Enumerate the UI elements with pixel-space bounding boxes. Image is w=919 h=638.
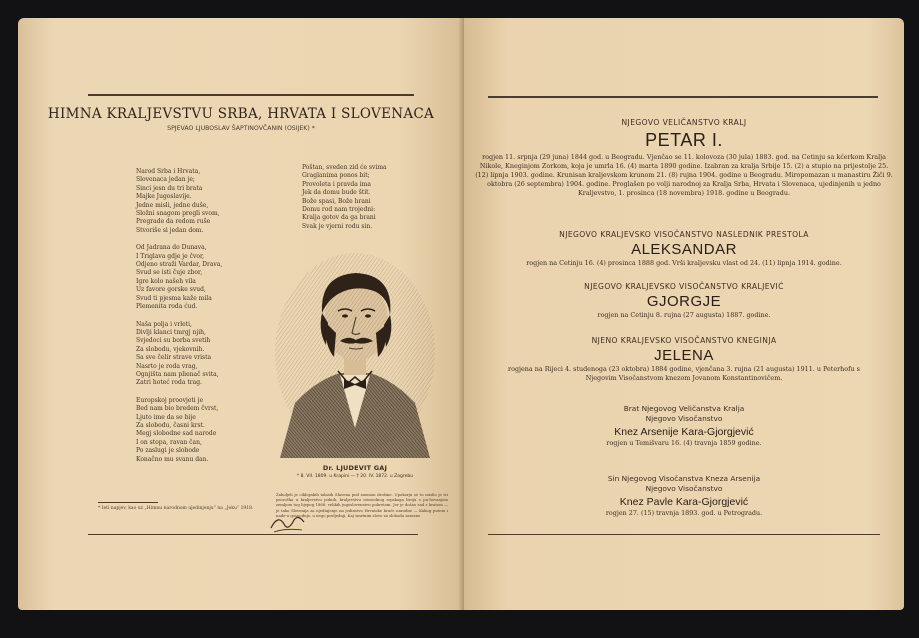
poem-line: Bože spasi, Bože hrani bbox=[302, 197, 371, 205]
portrait-dates: * 8. VII. 1809. u Krapini — † 20. IV. 1872. u Zagrebu bbox=[296, 474, 414, 479]
king-name: PETAR I. bbox=[645, 130, 723, 150]
prince-name: GJORGJE bbox=[646, 293, 722, 310]
top-rule bbox=[88, 94, 414, 96]
portrait-caption bbox=[280, 464, 430, 479]
poem-line: Naša polja i vrleti, bbox=[136, 320, 192, 328]
bottom-rule-right bbox=[488, 534, 880, 535]
poem-line: Europskoj proovjeti je bbox=[136, 396, 204, 404]
arsenije-name: Knez Arsenije Kara-Gjorgjević bbox=[614, 426, 754, 438]
king-section bbox=[464, 118, 904, 198]
poem-line: Divlji klanci tmrgj njih, bbox=[136, 328, 206, 336]
portrait-image bbox=[270, 253, 440, 458]
bottom-rule bbox=[88, 534, 418, 535]
pavle-relation: Sin Njegovog Visočanstva Kneza Arsenija bbox=[607, 474, 761, 483]
princess-biography: rogjena na Rijeci 4. studenoga (23 oktobra) 1884 godine, vjenčana 3. rujna (21 augusta) 1911. u Peterhofu s Njegovim Visočanstvom knezom Jovanom Konstantinovičem. bbox=[508, 365, 860, 382]
poem-line: Bed nam bio bredem čvrst, bbox=[136, 405, 219, 413]
poem-stanza bbox=[302, 164, 387, 231]
arsenije-section bbox=[464, 404, 904, 448]
princess-name: JELENA bbox=[654, 347, 714, 364]
prince-heading: NJEGOVO KRALJEVSKO VISOČANSTVO KRALJEVIĆ bbox=[584, 282, 784, 291]
anthem-author: SPJEVAO LJUBOSLAV ŠAPTINOVČANIN (OSIJEK) * bbox=[167, 125, 315, 132]
footnote: * Ieti napjev, kao uz „Himnu narodnom ujedinjenju“ na „Jeku“ 1918. bbox=[98, 506, 254, 511]
poem-line: Svud ti pjesma kaže mila bbox=[136, 294, 212, 302]
poem-line: Ognjišta nam plienač svita, bbox=[136, 370, 219, 378]
heir-name: ALEKSANDAR bbox=[631, 241, 737, 258]
pavle-name: Knez Pavle Kara-Gjorgjević bbox=[619, 496, 749, 508]
poem-line: Plemenita roda ćud. bbox=[136, 303, 198, 311]
top-rule-right bbox=[488, 96, 878, 98]
poem-line: Za slobodu, časni krst. bbox=[136, 421, 205, 429]
poem-line: Sa sve čelir strave vrista bbox=[136, 354, 212, 362]
poem-stanza bbox=[136, 321, 222, 388]
poem-stanza bbox=[136, 244, 222, 311]
poem-line: Igre kolo našeh vila bbox=[136, 277, 196, 285]
poem-line: Konačno mu svanu dan. bbox=[136, 455, 209, 463]
poem-line: Nasrto je roda vrag, bbox=[136, 362, 198, 370]
arsenije-title: Njegovo Visočanstvo bbox=[645, 414, 723, 423]
prince-section bbox=[464, 282, 904, 320]
princess-heading: NJENO KRALJEVSKO VISOČANSTVO KNEGINJA bbox=[591, 336, 777, 345]
pavle-section bbox=[464, 474, 904, 518]
poem-line: Poštan, sveden zid će svima bbox=[302, 164, 387, 171]
king-heading: NJEGOVO VELIČANSTVO KRALJ bbox=[621, 118, 747, 127]
signature-icon bbox=[268, 510, 308, 536]
princess-section bbox=[464, 336, 904, 383]
poem-line: Jek da domu bude štit. bbox=[302, 189, 371, 197]
pavle-biography: rogjen 27. (15) travnja 1893. god. u Petrogradu. bbox=[605, 509, 763, 517]
poem-line: Ljuto ime da se bije bbox=[136, 413, 196, 421]
poem-line: Majke Jugoslavije. bbox=[136, 193, 192, 201]
anthem-title: HIMNA KRALJEVSTVU SRBA, HRVATA I SLOVENACA bbox=[47, 106, 435, 122]
poem-line: Svak je vjerni rodu sin. bbox=[302, 222, 373, 230]
poem-line: Sinci jesn du tri brata bbox=[136, 184, 203, 192]
poem-line: Narod Srba i Hrvata, bbox=[136, 168, 201, 175]
poem-line: I Triglava gdje je čvor, bbox=[136, 252, 205, 260]
arsenije-relation: Brat Njegovog Veličanstva Kralja bbox=[623, 404, 745, 413]
left-page bbox=[18, 18, 464, 610]
poem-line: Graglanima ponos bit; bbox=[302, 172, 370, 180]
poem-line: Po zaslugi je slobode bbox=[136, 447, 200, 455]
poem-column-right bbox=[302, 164, 387, 240]
arsenije-biography: rogjen u Temišvaru 16. (4) travnja 1859 godine. bbox=[606, 439, 762, 447]
poem-line: Domu rod nam trojedni: bbox=[302, 206, 376, 214]
poem-line: Zatri hoteć roda trag. bbox=[136, 379, 202, 387]
portrait-name: Dr. LJUDEVIT GAJ bbox=[322, 464, 388, 472]
heir-heading: NJEGOVO KRALJEVSKO VISOČANSTVO NASLEDNIK PRESTOLA bbox=[559, 230, 809, 239]
poem-line: Jedne misli, jedne duše, bbox=[136, 201, 209, 209]
heir-section bbox=[464, 230, 904, 268]
poem-column-left bbox=[136, 168, 222, 473]
poem-line: Kralja gotov da ga brani bbox=[302, 214, 376, 222]
poem-line: Megj slobodne sad narode bbox=[136, 430, 217, 438]
poem-line: Pregrade da redom ruše bbox=[136, 218, 211, 226]
poem-line: Od Jadrana do Dunava, bbox=[136, 244, 207, 252]
prince-biography: rogjen na Cetinju 8. rujna (27 augusta) 1887. godine. bbox=[597, 311, 771, 319]
footnote-rule bbox=[98, 502, 158, 503]
biography-note: Zaboljeh je ciklopskih talasih Slavena pod snenom drošine. Upokorju se to mislio je tri proročka u kraljevstvu jednih, kraljevstvu istorodnog srpskoga broju s pu-hovanjom zemljom tog lijepog 1868. velikih jugoslovenstvu pokretom. Jer je došao sad s bratom — je tako Slovenija za ujedinjenje na jedinstvo Hrvatske braće narodne — Kakog putem i nade-u gospodnje, u nego posljednji, Kaj smrtnim slovo za slobodu zarazne bbox=[276, 492, 448, 518]
poem-line: Za slobodu, vjekovnih. bbox=[136, 345, 205, 353]
king-biography: rogjen 11. srpnja (29 juna) 1844 god. u Beogradu. Vjenčao se 11. kolovoza (30 jula) 1883. god. na Cetinju sa kćerkom Kralja Nikole, Kneginjom Zorkom, koja je umrla 16. (4) marta 1890 godine. Izabran za kralja Srbije 15. (2) a stupio na prijestolje 25. (12) lipnja 1903. godine. Krunisan kraljevskom krunom 21. (8) rujna 1904. godine u Beogradu. Miropomazan u manastiru Žiči 9. oktobra (26 septembra) 1904. godine. Proglašen po volji narodnoj za Kralja Srba, Hrvata i Slovenaca, ujedinjenih u jedno Kraljevstvo, 1. prosinca (18 novembra) 1918. godine u Beogradu. bbox=[475, 153, 893, 197]
poem-line: Provoleta i pravda ima bbox=[302, 180, 371, 188]
poem-line: Stvoriše si jedan dom. bbox=[136, 226, 204, 234]
pavle-title: Njegovo Visočanstvo bbox=[645, 484, 723, 493]
portrait-engraving bbox=[270, 253, 440, 458]
right-page bbox=[464, 18, 904, 610]
poem-line: Uz favore gorske svud, bbox=[136, 286, 206, 294]
open-book bbox=[18, 18, 912, 624]
poem-line: Svud se isti čuje zbor, bbox=[136, 269, 203, 277]
poem-line: Odjeno straži Vardar, Drava, bbox=[136, 261, 223, 269]
poem-line: Svjedoci su borba svetih bbox=[136, 337, 211, 345]
poem-stanza bbox=[136, 168, 222, 235]
poem-stanza bbox=[136, 397, 222, 464]
heir-biography: rogjen na Cetinju 16. (4) prosinca 1888 god. Vrši kraljevsku vlast od 24. (11) lipnja 1914. godine. bbox=[526, 259, 842, 267]
poem-line: Slovenaca jedan je; bbox=[136, 176, 195, 184]
poem-line: I on stopa, ravan čan, bbox=[136, 438, 202, 446]
poem-line: Složni snagom pregli svom, bbox=[136, 210, 220, 218]
